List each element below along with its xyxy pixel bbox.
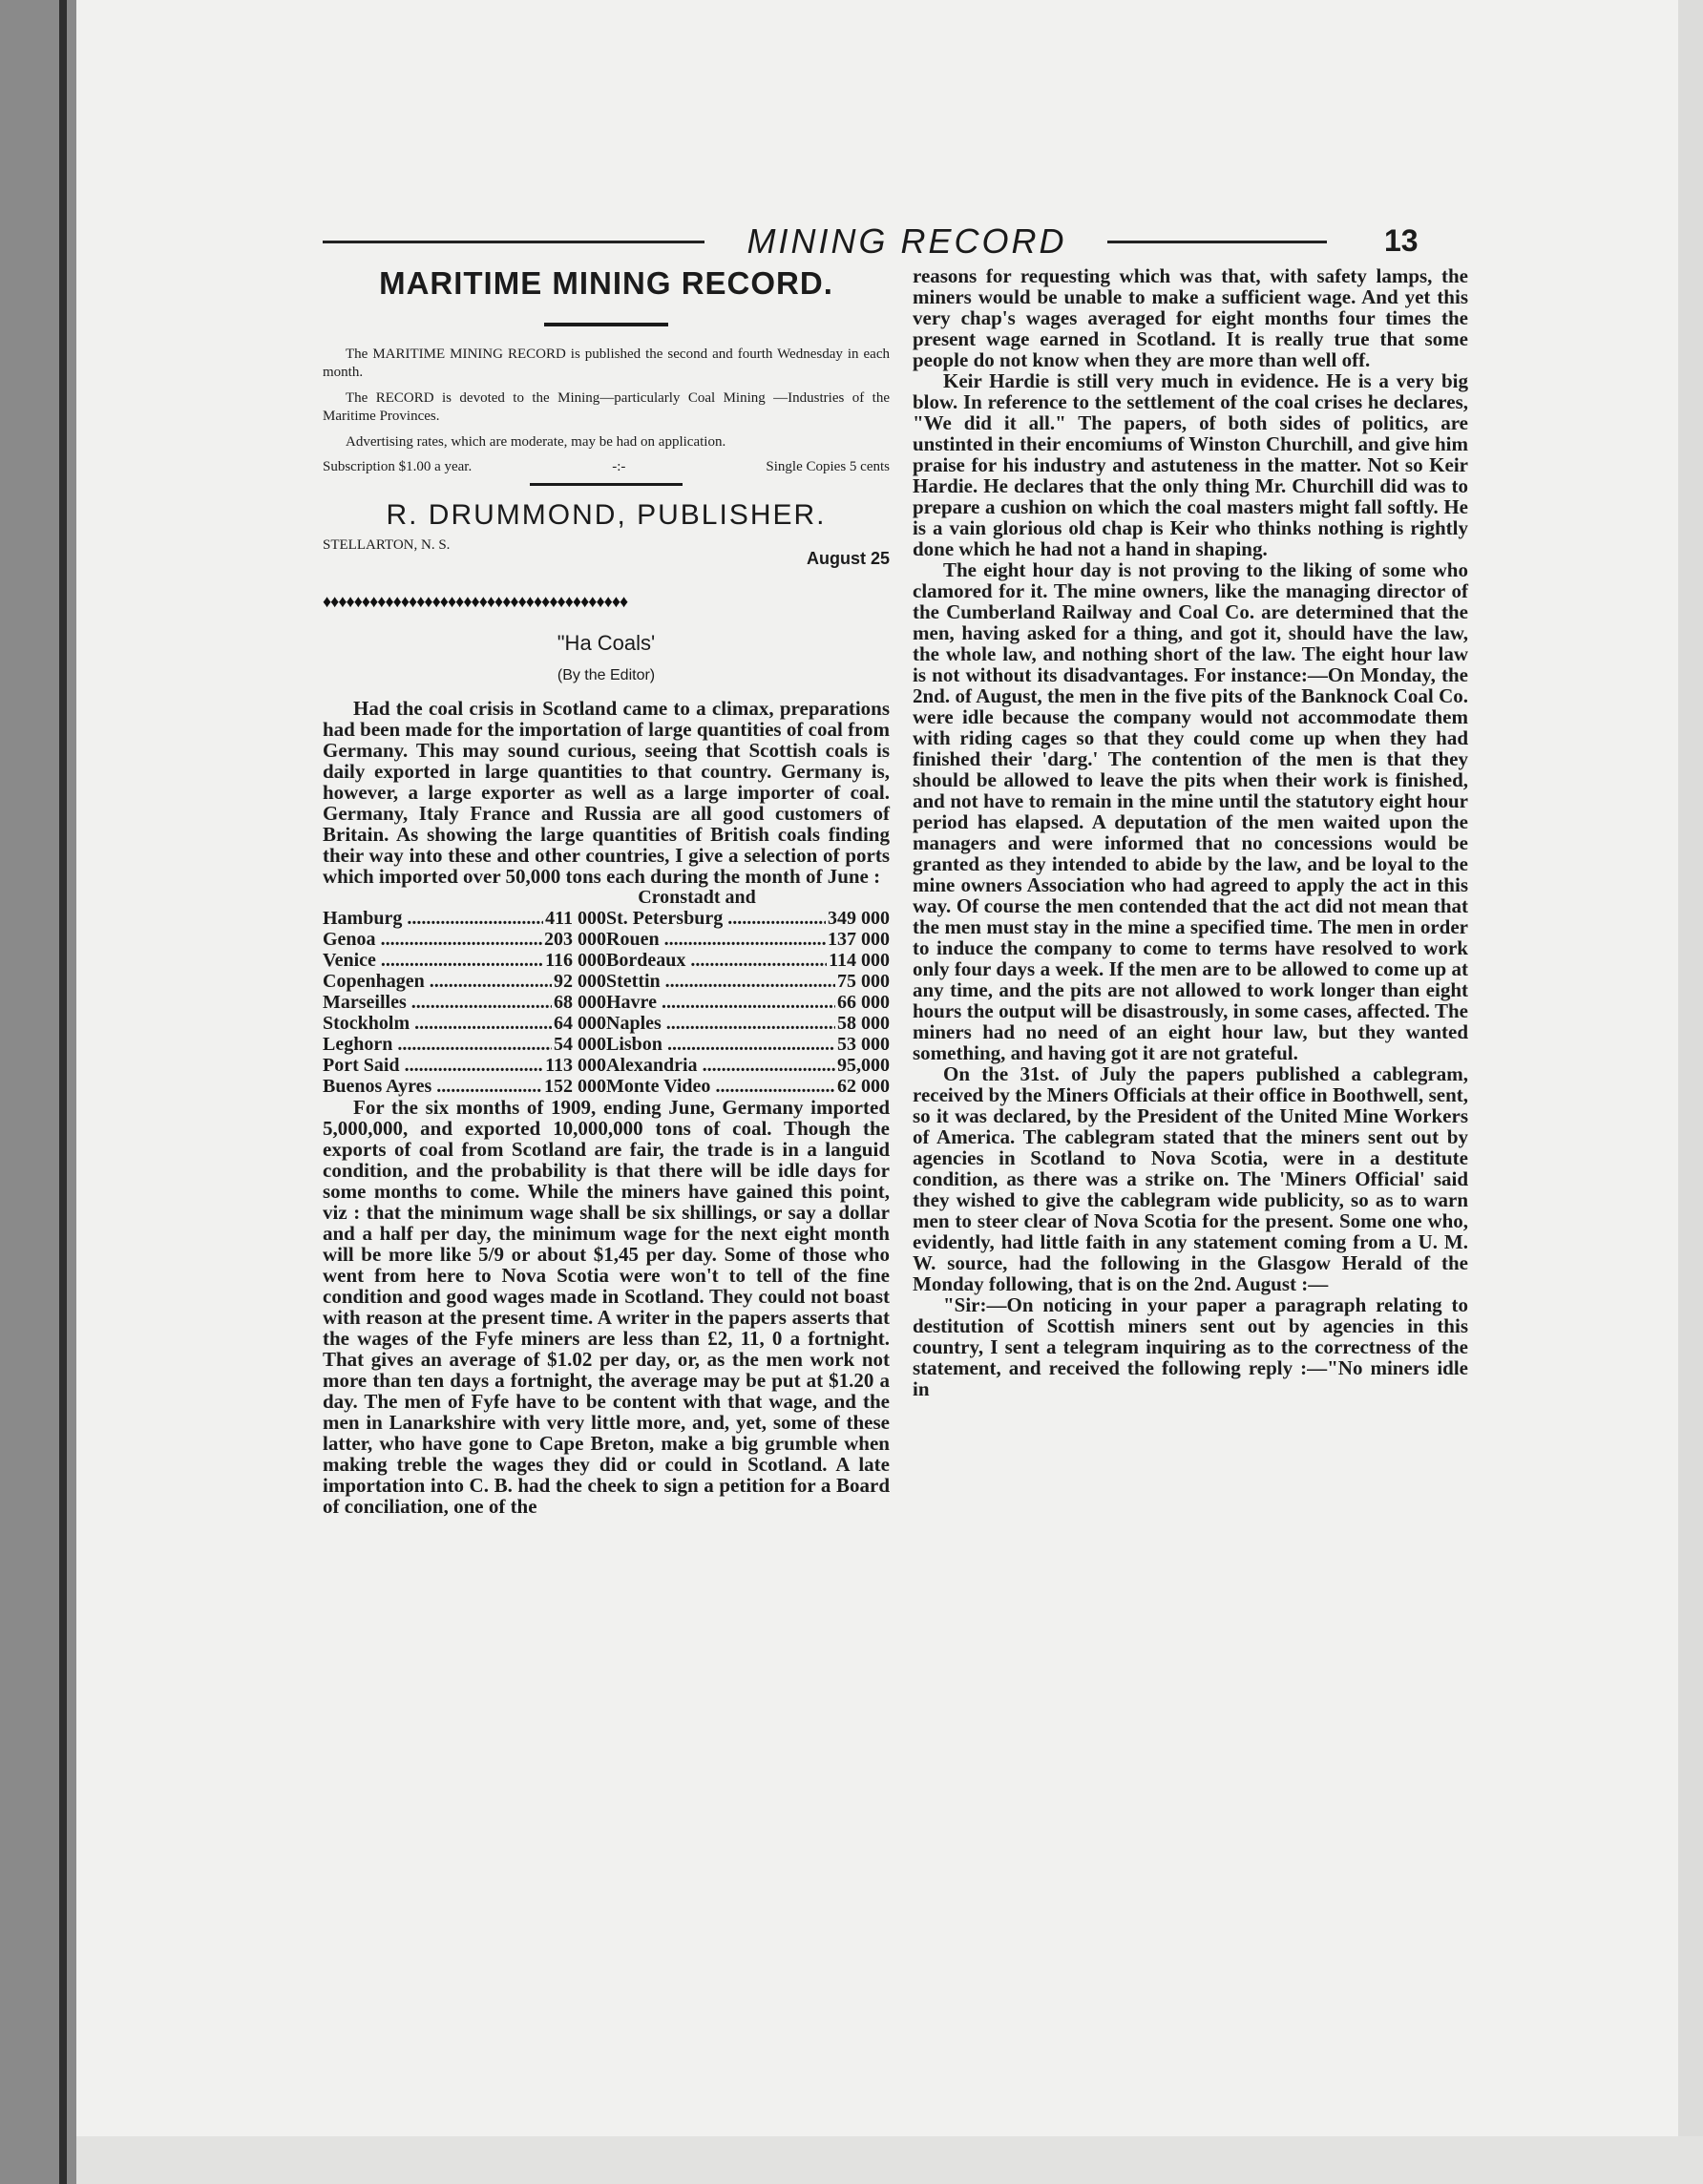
article-title: "Ha Coals' [557, 631, 656, 655]
running-head-rule-right [1107, 241, 1327, 243]
port-tonnage: 66 000 [837, 992, 890, 1013]
ports-table-rows [323, 908, 890, 1097]
running-head [323, 220, 1468, 263]
port-tonnage: 152 000 [544, 1076, 606, 1097]
port-entry [606, 971, 890, 992]
ports-table-row [323, 992, 890, 1013]
port-entry [323, 992, 606, 1013]
article-byline: (By the Editor) [557, 667, 656, 683]
port-entry [323, 908, 606, 929]
ports-table-row [323, 971, 890, 992]
publisher-rule [530, 483, 683, 486]
subscription-price: Subscription $1.00 a year. [323, 459, 473, 474]
port-tonnage: 53 000 [837, 1034, 890, 1055]
port-tonnage: 68 000 [554, 992, 606, 1013]
port-name: Rouen ..... [606, 929, 826, 950]
article-paragraph-4: Keir Hardie is still very much in evidence. He is a very big blow. In reference to the settlement of the coal crises he declares, "We did it all." The papers, of both sides of politics, are unstinted in their encomiums of Winston Churchill, and give him praise for his industry and astuteness in the matter. Not so Keir Hardie. He declares that the only thing Mr. Churchill did was to prepare a cushion on which the coal masters might fall softly. He is a vain glorious old chap is Keir who thinks nothing is rightly done which he had not a hand in shaping. [913, 369, 1468, 560]
ports-table [323, 887, 890, 1097]
port-name: Leghorn ..... [323, 1034, 552, 1055]
ports-table-row [323, 908, 890, 929]
scope-notice: The RECORD is devoted to the Mining—particularly Coal Mining —Industries of the Maritime Provinces. [323, 390, 890, 424]
port-name: Monte Video ..... [606, 1076, 835, 1097]
port-name: Naples ..... [606, 1013, 835, 1034]
subscription-row [323, 459, 890, 475]
publisher-name: R. DRUMMOND, PUBLISHER. [386, 499, 827, 531]
port-entry [606, 1034, 890, 1055]
ports-table-row [323, 1055, 890, 1076]
ports-table-row [323, 1013, 890, 1034]
scan-binding-shadow [59, 0, 67, 2184]
newspaper-page [76, 0, 1703, 2184]
port-name: Stettin ..... [606, 971, 835, 992]
port-name: Marseilles ..... [323, 992, 552, 1013]
port-entry [606, 992, 890, 1013]
port-name: Genoa ..... [323, 929, 542, 950]
port-tonnage: 92 000 [554, 971, 606, 992]
port-name: Venice ..... [323, 950, 543, 971]
port-tonnage: 116 000 [545, 950, 606, 971]
publication-notice: The MARITIME MINING RECORD is published the second and fourth Wednesday in each month. [323, 346, 890, 380]
port-tonnage: 411 000 [545, 908, 606, 929]
port-name: Havre ..... [606, 992, 835, 1013]
article-paragraph-6: On the 31st. of July the papers published a cablegram, received by the Miners Officials at their office in Boothwell, sent, so it was declared, by the President of the United Mine Workers of America. The cablegram stated that the miners sent out by agencies in Scotland to Nova Scotia, were in a destitute condition, as there was a strike on. The 'Miners Official' said they wished to give the cablegram wide publicity, so as to warn men to steer clear of Nova Scotia for the present. Some one who, evidently, had little faith in any statement coming from a U. M. W. source, had the following in the Glasgow Herald of the Monday following, that is on the 2nd. August :— [913, 1062, 1468, 1295]
port-name: Port Said ..... [323, 1055, 543, 1076]
ports-table-row [323, 929, 890, 950]
page-content [323, 220, 1468, 1966]
port-tonnage: 114 000 [829, 950, 890, 971]
port-entry [323, 1013, 606, 1034]
article-paragraph-2: For the six months of 1909, ending June, Germany imported 5,000,000, and exported 10,000,000 tons of coal. Though the exports of coal from Scotland are fair, the trade is in a languid condition, and the probability is that there will be idle days for some months to come. While the miners have gained this point, viz : that the minimum wage shall be six shillings, or say a dollar and a half per day, the minimum wage for the next eight month will be more like 5/9 or about $1,45 per day. Some of those who went from here to Nova Scotia were won't to tell of the fine condition and good wages made in Scotland. They could not boast with reason at the present time. A writer in the papers asserts that the wages of the Fyfe miners are less than £2, 11, 0 a fortnight. That gives an average of $1.02 per day, or, as the men work not more than ten days a fortnight, the average may be put at $1.20 a day. The men of Fyfe have to be content with that wage, and the men in Lanarkshire with very little more, and, yet, some of these latter, who have gone to Cape Breton, make a big grumble when making treble the wages they did or could in Scotland. A late importation into C. B. had the cheek to sign a petition for a Board of conciliation, one of the [323, 1096, 890, 1518]
single-copy-price: Single Copies 5 cents [766, 459, 890, 474]
page-number: 13 [1384, 223, 1419, 258]
issue-date: August 25 [806, 549, 890, 568]
port-name: St. Petersburg ..... [606, 908, 826, 929]
port-name: Copenhagen ..... [323, 971, 552, 992]
running-head-rule-left [323, 241, 704, 243]
masthead-rule [544, 323, 668, 326]
port-name: Stockholm ..... [323, 1013, 552, 1034]
port-tonnage: 113 000 [545, 1055, 606, 1076]
port-entry [606, 1055, 890, 1076]
port-tonnage: 203 000 [544, 929, 606, 950]
port-tonnage: 349 000 [828, 908, 890, 929]
masthead-title: MARITIME MINING RECORD. [379, 265, 833, 301]
port-entry [606, 950, 890, 971]
port-name: Alexandria ..... [606, 1055, 835, 1076]
port-tonnage: 137 000 [828, 929, 890, 950]
port-name: Bordeaux ..... [606, 950, 827, 971]
port-tonnage: 54 000 [554, 1034, 606, 1055]
port-entry [606, 1013, 890, 1034]
page-bottom-edge [76, 2136, 1703, 2184]
ports-table-row [323, 1076, 890, 1097]
publication-place: STELLARTON, N. S. [323, 537, 451, 553]
port-entry [606, 929, 890, 950]
port-entry [323, 950, 606, 971]
port-tonnage: 64 000 [554, 1013, 606, 1034]
journal-name: MINING RECORD [746, 221, 1067, 261]
article-paragraph-1: Had the coal crisis in Scotland came to a climax, preparations had been made for the importation of large quantities of coal from Germany. This may sound curious, seeing that Scottish coals is daily exported in large quantities to that country. Germany is, however, a large exporter as well as a large importer of coal. Germany, Italy France and Russia are all good customers of Britain. As showing the large quantities of British coals finding their way into these and other countries, I give a selection of ports which imported over 50,000 tons each during the month of June : [323, 697, 890, 888]
left-column [323, 265, 890, 1517]
port-name: Hamburg ..... [323, 908, 543, 929]
ports-table-row [323, 950, 890, 971]
article-paragraph-7: "Sir:—On noticing in your paper a paragraph relating to destitution of Scottish miners sent out by agencies in this country, I sent a telegram inquiring as to the correctness of the statement, and received the following reply :—"No miners idle in [913, 1293, 1468, 1400]
port-entry [606, 908, 890, 929]
advertising-notice: Advertising rates, which are moderate, may be had on application. [346, 434, 726, 450]
port-tonnage: 75 000 [837, 971, 890, 992]
ornamental-divider: ♦♦♦♦♦♦♦♦♦♦♦♦♦♦♦♦♦♦♦♦♦♦♦♦♦♦♦♦♦♦♦♦♦♦♦♦♦♦♦ [323, 592, 628, 611]
ports-table-row [323, 1034, 890, 1055]
port-entry [323, 1034, 606, 1055]
port-name: Lisbon ..... [606, 1034, 835, 1055]
port-entry [323, 1055, 606, 1076]
port-name: Buenos Ayres ..... [323, 1076, 542, 1097]
port-tonnage: 95,000 [837, 1055, 890, 1076]
ports-table-header-note: Cronstadt and [638, 887, 756, 908]
subscription-separator: -:- [612, 459, 626, 474]
right-column [913, 265, 1468, 1399]
dateline-row [323, 537, 890, 569]
port-entry [606, 1076, 890, 1097]
page-edge [1678, 0, 1703, 2184]
article-paragraph-5: The eight hour day is not proving to the liking of some who clamored for it. The mine owners, like the managing director of the Cumberland Railway and Coal Co. are determined that the men, having asked for a thing, and got it, should have the law, the whole law, and nothing short of the law. The eight hour law is not without its disadvantages. For instance:—On Monday, the 2nd. of August, the men in the five pits of the Banknock Coal Co. were idle because the company would not accommodate them with riding cages so that they could come up when they had finished their 'darg.' The contention of the men is that they should be allowed to leave the pits when their work is finished, and not have to remain in the mine until the statutory eight hour period has elapsed. A deputation of the men waited upon the managers and were informed that no concessions would be granted as they intended to abide by the law, and be loyal to the mine owners Association who had agreed to apply the act in this way. Of course the men contended that the act did not mean that the men must stay in the mine a specified time. The men in order to induce the company to come to terms have resolved to work only four days a week. If the men are to be allowed to come up at any time, and the pits are not allowed to work longer than eight hours the output will be disastrously, in some cases, affected. The miners had no need of an eight hour law, but they wanted something, and having got it are not grateful. [913, 558, 1468, 1064]
port-tonnage: 62 000 [837, 1076, 890, 1097]
port-entry [323, 971, 606, 992]
port-tonnage: 58 000 [837, 1013, 890, 1034]
article-paragraph-3: reasons for requesting which was that, with safety lamps, the miners would be unable to make a sufficient wage. And yet this very chap's wages averaged for eight months four times the present wage earned in Scotland. It is really true that some people do not know when they are more than well off. [913, 264, 1468, 371]
port-entry [323, 929, 606, 950]
port-entry [323, 1076, 606, 1097]
